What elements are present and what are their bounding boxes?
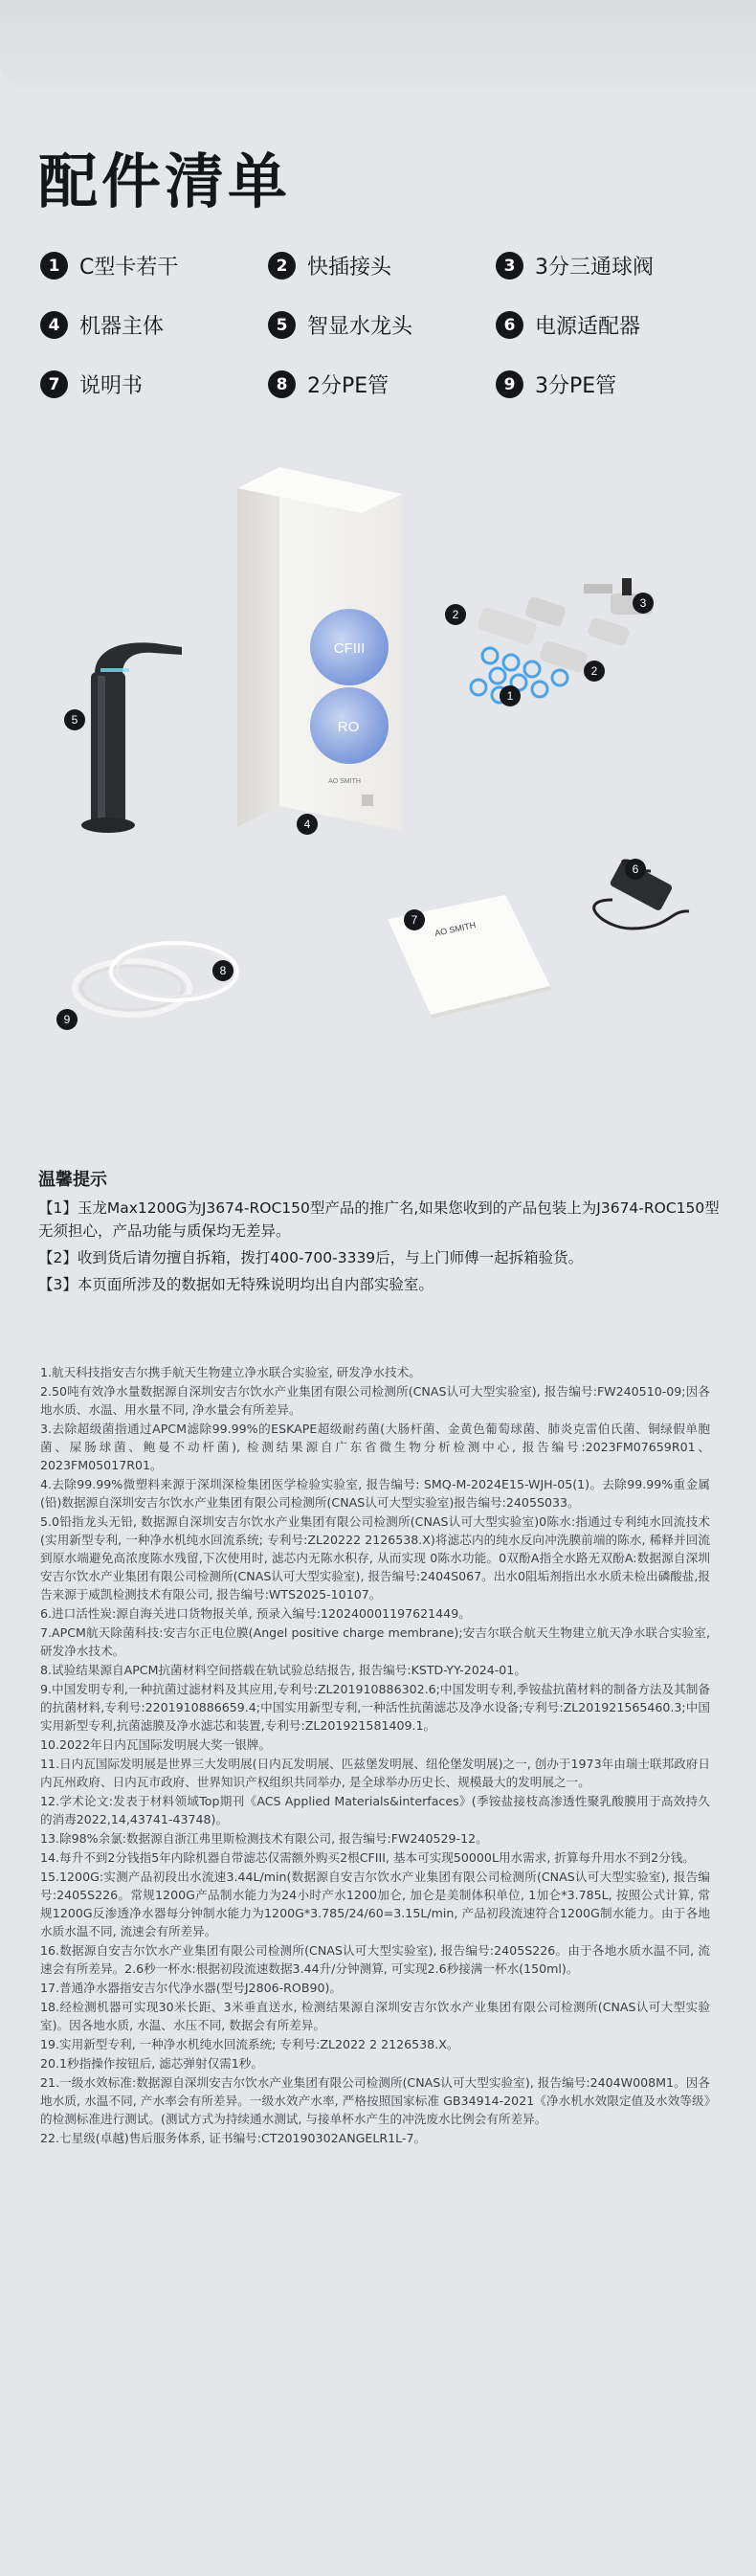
pe-tubes bbox=[75, 943, 237, 1015]
accessory-item bbox=[496, 310, 640, 340]
accessory-label: 电源适配器 bbox=[535, 315, 641, 339]
footnote: 16.数据源自安吉尔饮水产业集团有限公司检测所(CNAS认可大型实验室), 报告编号:2405S226。由于各地水质水温不同, 流速会有所差异。2.6秒一杯水:根据初段流速数据3.44升/分钟测算, 可实现2.6秒接满一杯水(150ml)。 bbox=[40, 1943, 710, 1976]
callout-6: 6 bbox=[632, 862, 639, 876]
footnote: 5.0铅指龙头无铅, 数据源自深圳安吉尔饮水产业集团有限公司检测所(CNAS认可大型实验室)0陈水:指通过专利纯水回流技术(实用新型专利, 一种净水机纯水回流系统; 专利号:ZL20222 2126538.X)将滤芯内的纯水反向冲洗膜前端的陈水, 稀释并回流到原水端避免高浓度陈水残留,下次使用时, 滤芯内无陈水积存, 从而实现 0陈水功能。0双酚A指全水路无双酚A:数据源自深圳安吉尔饮水产业集团有限公司检测所(CNAS认可大型实验室), 报告编号:2404S067。出水0阻垢剂指出水水质未检出磷酸盐,报告来源于威凯检测技术有限公司, 报告编号:WTS2025-10107。 bbox=[40, 1514, 710, 1602]
callout-3: 3 bbox=[639, 596, 647, 610]
number-badge: 8 bbox=[268, 370, 296, 398]
footnote: 1.航天科技指安吉尔携手航天生物建立净水联合实验室, 研发净水技术。 bbox=[40, 1365, 421, 1379]
accessory-label: 2分PE管 bbox=[307, 374, 389, 398]
callout-8: 8 bbox=[219, 964, 227, 977]
footnote: 11.日内瓦国际发明展是世界三大发明展(日内瓦发明展、匹兹堡发明展、纽伦堡发明展)之一, 创办于1973年由瑞士联邦政府日内瓦州政府、日内瓦市政府、世界知识产权组织共同举办, 是全球举办历史长、规模最大的发明展之一。 bbox=[40, 1757, 710, 1789]
accessory-label: 机器主体 bbox=[79, 315, 165, 339]
machine-body bbox=[237, 467, 402, 831]
footnote: 10.2022年日内瓦国际发明展大奖一银牌。 bbox=[40, 1737, 271, 1752]
accessory-item bbox=[40, 310, 164, 340]
notice-line: 【1】玉龙Max1200G为J3674-ROC150型产品的推广名,如果您收到的产品包装上为J3674-ROC150型无须担心，产品功能与质保均无差异。 bbox=[38, 1199, 720, 1240]
filter-cfiii-label: CFIII bbox=[333, 640, 366, 657]
footnote: 18.经检测机器可实现30米长距、3米垂直送水, 检测结果源自深圳安吉尔饮水产业集团有限公司检测所(CNAS认可大型实验室)。因各地水质, 水温、水压不同, 数据会有所差异。 bbox=[40, 2000, 710, 2032]
number-badge: 1 bbox=[40, 252, 68, 280]
callout-1: 1 bbox=[506, 689, 514, 703]
product-illustration bbox=[0, 450, 756, 1120]
number-badge: 5 bbox=[268, 311, 296, 339]
footnote: 19.实用新型专利, 一种净水机纯水回流系统; 专利号:ZL2022 2 2126538.X。 bbox=[40, 2037, 459, 2051]
footnote: 6.进口活性炭:源自海关进口货物报关单, 预录入编号:120240001197621449。 bbox=[40, 1606, 471, 1621]
smart-faucet bbox=[81, 642, 182, 833]
callout-4: 4 bbox=[303, 818, 311, 831]
accessory-label: 智显水龙头 bbox=[307, 315, 413, 339]
callout-2a: 2 bbox=[452, 608, 459, 621]
page-title: 配件清单 bbox=[38, 146, 292, 216]
accessory-item bbox=[496, 370, 616, 399]
accessory-item bbox=[268, 251, 391, 280]
callout-2b: 2 bbox=[590, 664, 598, 678]
footnote: 12.学术论文:发表于材料领域Top期刊《ACS Applied Materials&interfaces》(季铵盐接枝高渗透性聚乳酸膜用于高效持久的消毒2022,14,43741-43748)。 bbox=[40, 1794, 710, 1826]
accessory-label: 3分PE管 bbox=[535, 374, 617, 398]
footnote: 13.除98%余氯:数据源自浙江弗里斯检测技术有限公司, 报告编号:FW240529-12。 bbox=[40, 1831, 488, 1846]
accessory-item bbox=[496, 251, 654, 280]
number-badge: 9 bbox=[496, 370, 523, 398]
footnote: 22.七星级(卓越)售后服务体系, 证书编号:CT20190302ANGELR1L-7。 bbox=[40, 2131, 427, 2145]
number-badge: 4 bbox=[40, 311, 68, 339]
callout-9: 9 bbox=[63, 1013, 71, 1026]
accessory-label: 说明书 bbox=[79, 374, 144, 398]
footnotes bbox=[40, 1363, 710, 2148]
footnote: 17.普通净水器指安吉尔代净水器(型号J2806-ROB90)。 bbox=[40, 1981, 342, 1995]
number-badge: 2 bbox=[268, 252, 296, 280]
callout-7: 7 bbox=[411, 913, 418, 927]
footnote: 7.APCM航天除菌科技:安吉尔正电位膜(Angel positive charge membrane);安吉尔联合航天生物建立航天净水联合实验室, 研发净水技术。 bbox=[40, 1625, 710, 1658]
number-badge: 3 bbox=[496, 252, 523, 280]
footnote: 9.中国发明专利,一种抗菌过滤材料及其应用,专利号:ZL201910886302.6;中国发明专利,季铵盐抗菌材料的制备方法及其制备的抗菌材料,专利号:2201910886659.4;中国实用新型专利,一种活性抗菌滤芯及净水设备;专利号:ZL201921565460.3;中国实用新型专利,抗菌滤膜及净水滤芯和装置,专利号:ZL201921581409.1。 bbox=[40, 1682, 710, 1733]
manual-logo: AO SMITH bbox=[434, 920, 477, 938]
accessory-item bbox=[40, 370, 143, 399]
footnote: 3.去除超级菌指通过APCM滤除99.99%的ESKAPE超级耐药菌(大肠杆菌、金黄色葡萄球菌、肺炎克雷伯氏菌、铜绿假单胞菌、屎肠球菌、鲍曼不动杆菌), 检测结果源自广东省微生物分析检测中心, 报告编号:2023FM07659R01、2023FM05017R01。 bbox=[40, 1422, 710, 1472]
footnote: 4.去除99.99%微塑料来源于深圳深检集团医学检验实验室, 报告编号: SMQ-M-2024E15-WJH-05(1)。去除99.99%重金属(铅)数据源自深圳安吉尔饮水产业集团有限公司检测所(CNAS认可大型实验室)报告编号:2405S033。 bbox=[40, 1477, 710, 1510]
accessory-item bbox=[268, 310, 412, 340]
accessory-label: 快插接头 bbox=[307, 256, 392, 280]
notice-heading: 温馨提示 bbox=[38, 1170, 107, 1190]
filter-ro-label: RO bbox=[337, 719, 360, 735]
footnote: 20.1秒指操作按钮后, 滤芯弹射仅需1秒。 bbox=[40, 2056, 263, 2071]
notice-line: 【2】收到货后请勿擅自拆箱，拨打400-700-3339后，与上门师傅一起拆箱验货。 bbox=[38, 1249, 584, 1266]
accessory-label: C型卡若干 bbox=[79, 256, 179, 280]
accessory-label: 3分三通球阀 bbox=[535, 256, 654, 280]
accessory-item bbox=[40, 251, 178, 280]
footnote: 2.50吨有效净水量数据源自深圳安吉尔饮水产业集团有限公司检测所(CNAS认可大型实验室), 报告编号:FW240510-09;因各地水质、水温、用水量不同, 净水量会有所差异。 bbox=[40, 1384, 710, 1417]
number-badge: 7 bbox=[40, 370, 68, 398]
footnote: 15.1200G:实测产品初段出水流速3.44L/min(数据源自安吉尔饮水产业集团有限公司检测所(CNAS认可大型实验室), 报告编号:2405S226。常规1200G产品制水能力为24小时产水1200加仑, 加仑是美制体积单位, 1加仑*3.785L, 按照公式计算, 常规1200G反渗透净水器每分钟制水能力为1200G*3.785/24/60=3.15L/min, 产品初段流速符合1200G制水能力。由于各地水质水温不同, 流速会有所差异。 bbox=[40, 1870, 710, 1938]
machine-logo: AO SMITH bbox=[328, 778, 361, 785]
footnote: 21.一级水效标准:数据源自深圳安吉尔饮水产业集团有限公司检测所(CNAS认可大型实验室), 报告编号:2404W008M1。因各地水质, 水温不同, 产水率会有所差异。一级水效产水率, 严格按照国家标准 GB34914-2021《净水机水效限定值及水效等级》的检测标准进行测试。(测试方式为持续通水测试, 与接单杯水产生的冲洗废水比例会有所差异。 bbox=[40, 2075, 710, 2126]
notice-line: 【3】本页面所涉及的数据如无特殊说明均出自内部实验室。 bbox=[38, 1276, 434, 1293]
accessory-item bbox=[268, 370, 389, 399]
number-badge: 6 bbox=[496, 311, 523, 339]
fittings-group bbox=[471, 578, 653, 703]
footnote: 8.试验结果源自APCM抗菌材料空间搭载在轨试验总结报告, 报告编号:KSTD-YY-2024-01。 bbox=[40, 1663, 526, 1677]
notice-section bbox=[38, 1166, 720, 1300]
top-banner-strip bbox=[0, 0, 756, 88]
callout-5: 5 bbox=[71, 713, 78, 727]
product-scene bbox=[0, 450, 756, 1120]
footnote: 14.每升不到2分钱指5年内除机器自带滤芯仅需额外购买2根CFIII, 基本可实现50000L用水需求, 折算每升用水不到2分钱。 bbox=[40, 1850, 695, 1865]
